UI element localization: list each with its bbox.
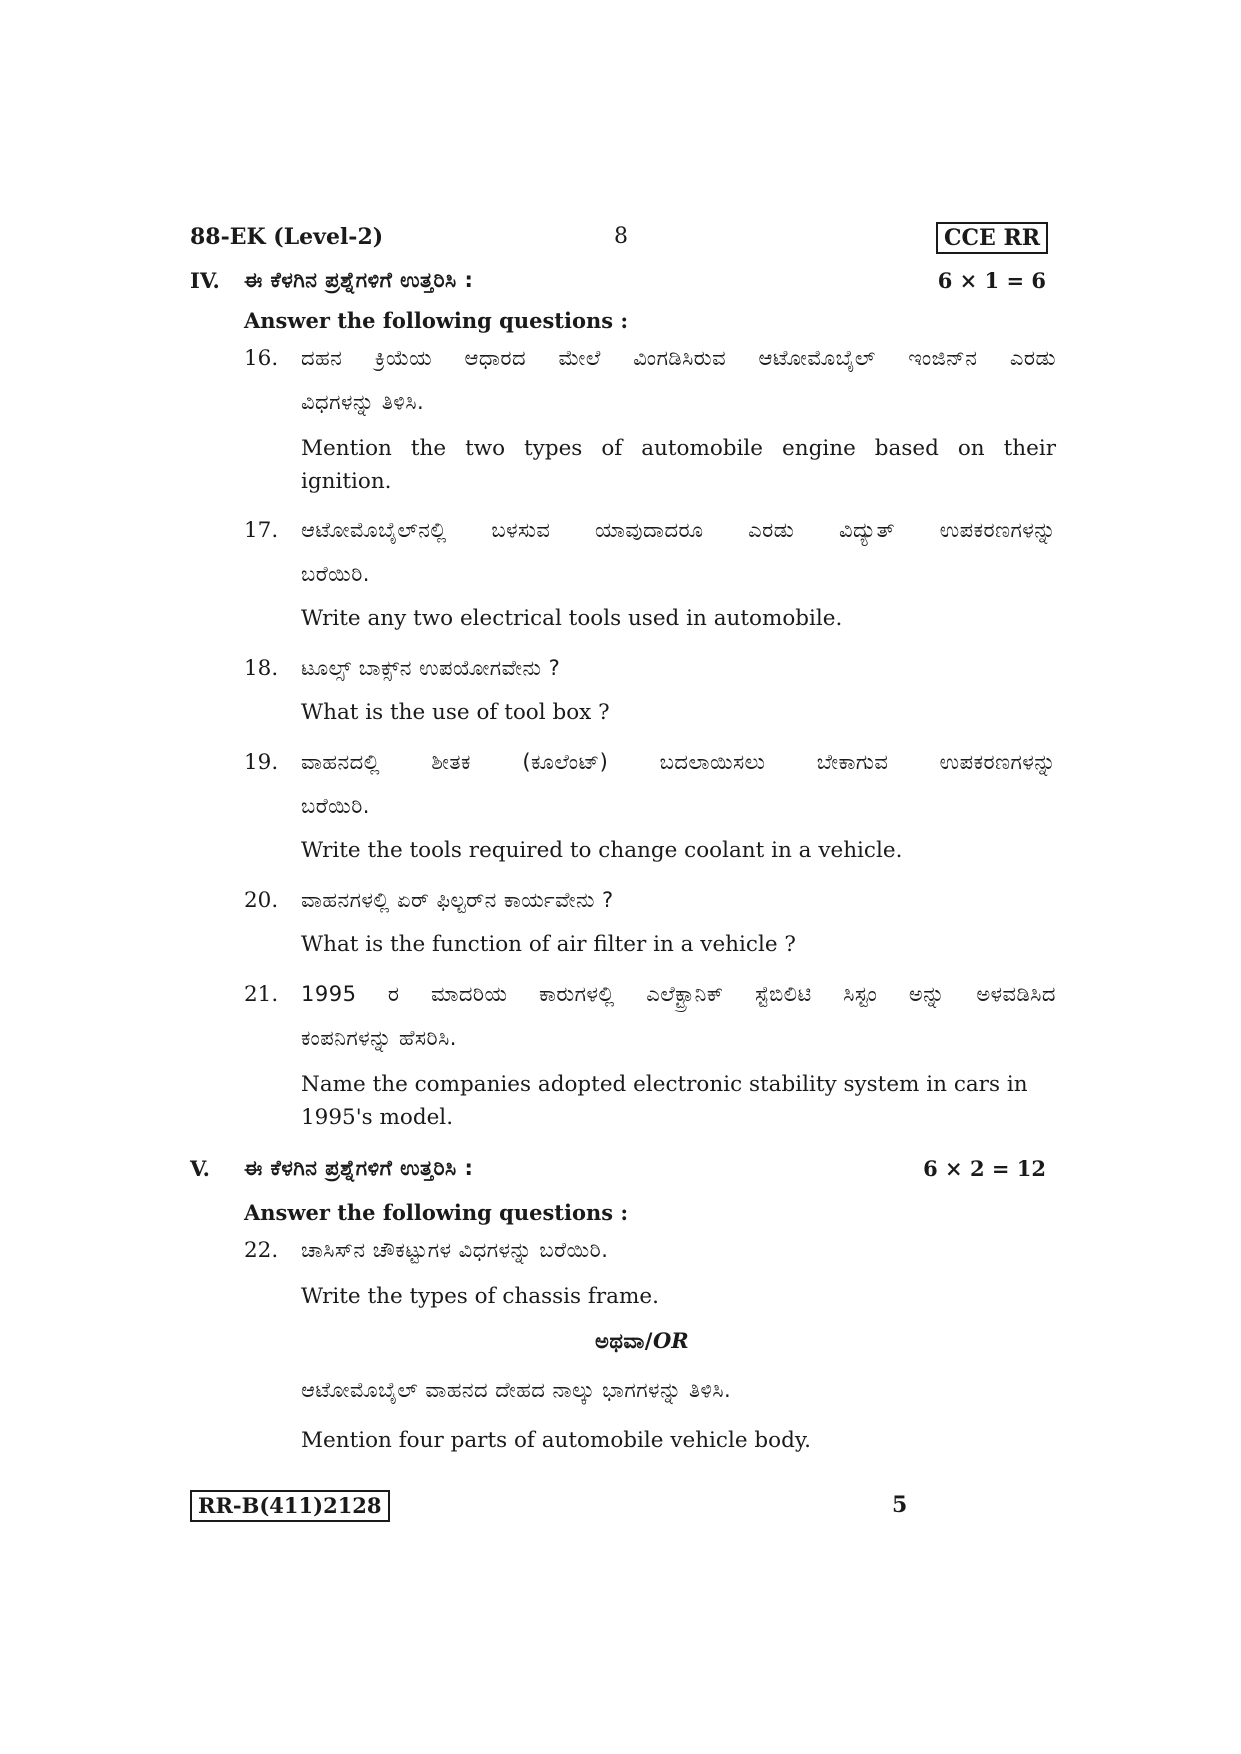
question-kannada-line: 1995 ರ ಮಾದರಿಯ ಕಾರುಗಳಲ್ಲಿ ಎಲೆಕ್ಟ್ರಾನಿಕ್ ಸ್ಟೆಬಿಲಿಟಿ ಸಿಸ್ಟಂ ಅನ್ನು ಅಳವಡಿಸಿದ bbox=[301, 982, 1056, 1006]
section-iv-numeral: IV. bbox=[190, 268, 220, 293]
series-badge: CCE RR bbox=[936, 222, 1048, 254]
alternate-question-kannada: ಆಟೋಮೊಬೈಲ್ ವಾಹನದ ದೇಹದ ನಾಲ್ಕು ಭಾಗಗಳನ್ನು ತಿಳಿಸಿ. bbox=[301, 1378, 732, 1402]
question-kannada-line: ಬರೆಯಿರಿ. bbox=[301, 794, 370, 818]
question-number: 17. bbox=[244, 518, 279, 543]
footer-page: 5 bbox=[892, 1492, 908, 1518]
section-v-marks: 6 × 2 = 12 bbox=[923, 1156, 1046, 1181]
section-v-title: ಈ ಕೆಳಗಿನ ಪ್ರಶ್ನೆಗಳಿಗೆ ಉತ್ತರಿಸಿ : bbox=[244, 1156, 474, 1180]
question-kannada-line: ಕಂಪನಿಗಳನ್ನು ಹೆಸರಿಸಿ. bbox=[301, 1026, 457, 1050]
question-number: 16. bbox=[244, 346, 279, 371]
page-number: 8 bbox=[614, 224, 628, 249]
alternate-question-english: Mention four parts of automobile vehicle body. bbox=[301, 1428, 812, 1453]
question-kannada-line: ಆಟೋಮೊಬೈಲ್‌ನಲ್ಲಿ ಬಳಸುವ ಯಾವುದಾದರೂ ಎರಡು ವಿದ್ಯುತ್ ಉಪಕರಣಗಳನ್ನು bbox=[301, 518, 1056, 542]
question-english: What is the function of air filter in a vehicle ? bbox=[301, 932, 796, 957]
question-english: Write any two electrical tools used in automobile. bbox=[301, 606, 843, 631]
question-kannada-line: ಬರೆಯಿರಿ. bbox=[301, 562, 370, 586]
section-iv-marks: 6 × 1 = 6 bbox=[937, 268, 1046, 293]
question-number: 19. bbox=[244, 750, 279, 775]
section-v-subtitle: Answer the following questions : bbox=[244, 1200, 629, 1225]
question-english: Mention the two types of automobile engine based on their ignition. bbox=[301, 436, 1056, 494]
question-kannada-line: ವಾಹನದಲ್ಲಿ ಶೀತಕ (ಕೂಲೆಂಟ್) ಬದಲಾಯಿಸಲು ಬೇಕಾಗುವ ಉಪಕರಣಗಳನ್ನು bbox=[301, 750, 1056, 774]
question-kannada-line: ವಾಹನಗಳಲ್ಲಿ ಏರ್ ಫಿಲ್ಟರ್‌ನ ಕಾರ್ಯವೇನು ? bbox=[301, 888, 614, 912]
or-divider bbox=[595, 1328, 689, 1354]
section-v-numeral: V. bbox=[190, 1156, 210, 1181]
or-kannada: ಅಥವಾ/ bbox=[595, 1329, 653, 1353]
or-english: OR bbox=[652, 1328, 689, 1353]
question-english: Write the tools required to change coolant in a vehicle. bbox=[301, 838, 903, 863]
question-kannada-line: ಟೂಲ್ಸ್ ಬಾಕ್ಸ್‌ನ ಉಪಯೋಗವೇನು ? bbox=[301, 656, 561, 680]
paper-code: 88-EK (Level-2) bbox=[190, 224, 384, 250]
question-english: Name the companies adopted electronic stability system in cars in 1995's model. bbox=[301, 1072, 1028, 1130]
footer-code: RR-B(411)2128 bbox=[190, 1490, 390, 1522]
question-kannada-line: ದಹನ ಕ್ರಿಯೆಯ ಆಧಾರದ ಮೇಲೆ ವಿಂಗಡಿಸಿರುವ ಆಟೋಮೊಬೈಲ್ ಇಂಜಿನ್‌ನ ಎರಡು bbox=[301, 346, 1056, 370]
question-number: 20. bbox=[244, 888, 279, 913]
question-number: 18. bbox=[244, 656, 279, 681]
question-kannada-line: ವಿಧಗಳನ್ನು ತಿಳಿಸಿ. bbox=[301, 390, 425, 414]
question-number: 22. bbox=[244, 1238, 279, 1263]
question-english: Write the types of chassis frame. bbox=[301, 1284, 659, 1309]
section-iv-title: ಈ ಕೆಳಗಿನ ಪ್ರಶ್ನೆಗಳಿಗೆ ಉತ್ತರಿಸಿ : bbox=[244, 268, 474, 292]
question-english: What is the use of tool box ? bbox=[301, 700, 610, 725]
section-iv-subtitle: Answer the following questions : bbox=[244, 308, 629, 333]
question-kannada-line: ಚಾಸಿಸ್‌ನ ಚೌಕಟ್ಟುಗಳ ವಿಧಗಳನ್ನು ಬರೆಯಿರಿ. bbox=[301, 1238, 609, 1262]
question-number: 21. bbox=[244, 982, 279, 1007]
